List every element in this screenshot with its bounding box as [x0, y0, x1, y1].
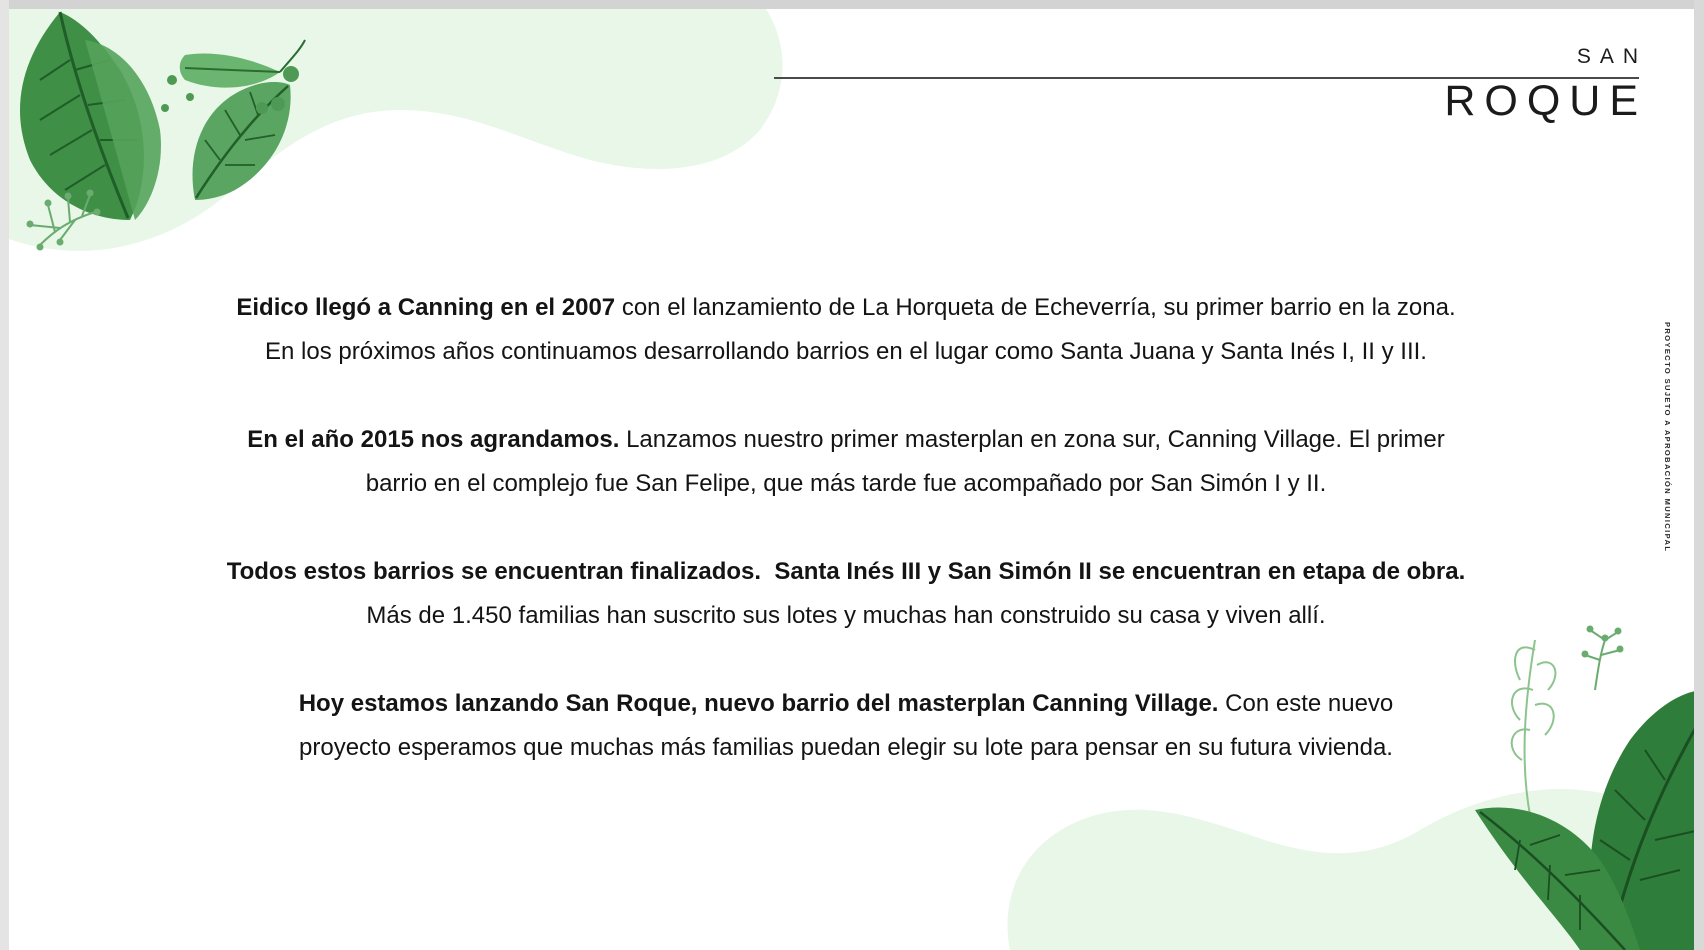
top-border: [0, 0, 1704, 9]
paragraph-1-line2: En los próximos años continuamos desarrollando barrios en el lugar como Santa Juana y Santa Inés I, II y III.: [265, 338, 1427, 365]
left-border: [0, 0, 9, 950]
paragraph-4-line2: proyecto esperamos que muchas más familias puedan elegir su lote para pensar en su futura vivienda.: [299, 734, 1393, 761]
brand-logo: [1444, 45, 1647, 125]
brand-name-bottom: ROQUE: [1444, 77, 1647, 125]
paragraph-1-bold: Eidico llegó a Canning en el 2007: [236, 294, 616, 321]
paragraph-2: [160, 418, 1532, 506]
paragraph-2-bold: En el año 2015 nos agrandamos.: [247, 426, 620, 453]
paragraph-3: [160, 550, 1532, 638]
paragraph-2-rest: Lanzamos nuestro primer masterplan en zona sur, Canning Village. El primer: [619, 426, 1445, 453]
paragraph-4-rest: Con este nuevo: [1218, 690, 1394, 717]
right-border: [1694, 0, 1704, 950]
main-text: [160, 286, 1532, 814]
paragraph-3-bold: Todos estos barrios se encuentran finalizados. Santa Inés III y San Simón II se encuentran en etapa de obra.: [226, 558, 1466, 585]
paragraph-3-line2: Más de 1.450 familias han suscrito sus lotes y muchas han construido su casa y viven allí.: [366, 602, 1326, 629]
paragraph-2-line2: barrio en el complejo fue San Felipe, que más tarde fue acompañado por San Simón I y II.: [365, 470, 1327, 497]
brand-name-top: SAN: [1576, 45, 1647, 68]
legal-side-note: PROYECTO SUJETO A APROBACIÓN MUNICIPAL: [1663, 322, 1672, 553]
paragraph-1: [160, 286, 1532, 374]
paragraph-1-rest: con el lanzamiento de La Horqueta de Echeverría, su primer barrio en la zona.: [615, 294, 1456, 321]
paragraph-4: [160, 682, 1532, 770]
paragraph-4-bold: Hoy estamos lanzando San Roque, nuevo barrio del masterplan Canning Village.: [298, 690, 1219, 717]
